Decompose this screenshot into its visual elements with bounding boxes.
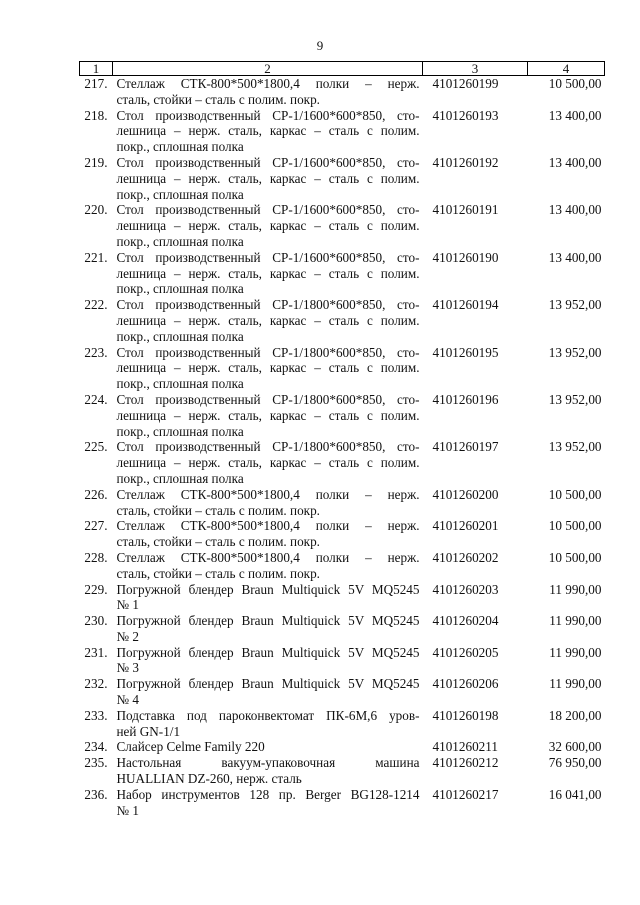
item-name-line: покр., сплошная полка xyxy=(116,470,244,486)
item-name-line: лешница – нерж. сталь, каркас – сталь с полим. xyxy=(116,360,420,376)
item-name-line: покр., сплошная полка xyxy=(116,328,244,344)
item-price: 10 500,00 xyxy=(548,76,602,91)
item-price: 10 500,00 xyxy=(548,549,602,565)
table-row xyxy=(80,250,605,297)
inventory-code: 4101260212 xyxy=(432,755,499,771)
table-row xyxy=(80,755,605,787)
inventory-code: 4101260202 xyxy=(432,549,499,565)
inventory-code: 4101260190 xyxy=(432,249,499,265)
inventory-code: 4101260194 xyxy=(432,297,499,313)
item-name-line: Слайсер Celme Family 220 xyxy=(116,739,265,755)
table-row xyxy=(80,76,605,108)
item-name xyxy=(113,439,423,486)
item-price: 10 500,00 xyxy=(548,518,602,534)
item-name-line: Стол производственный СР-1/1800*600*850, сто- xyxy=(116,344,420,360)
item-name xyxy=(113,108,423,155)
item-price: 76 950,00 xyxy=(548,755,602,771)
item-name-line: Погружной блендер Braun Multiquick 5V MQ5245 xyxy=(116,644,420,660)
row-number: 219. xyxy=(84,154,108,170)
row-number: 225. xyxy=(84,439,108,455)
item-name-line: лешница – нерж. сталь, каркас – сталь с полим. xyxy=(116,455,420,471)
header-col-1: 1 xyxy=(80,62,113,76)
inventory-code: 4101260192 xyxy=(432,154,499,170)
row-number: 218. xyxy=(84,107,108,123)
header-col-3: 3 xyxy=(423,62,528,76)
item-name xyxy=(113,518,423,550)
row-number: 217. xyxy=(84,76,108,91)
item-name-line: покр., сплошная полка xyxy=(116,423,244,439)
inventory-code: 4101260195 xyxy=(432,344,499,360)
item-name-line: Стол производственный СР-1/1800*600*850, сто- xyxy=(116,391,420,407)
item-price: 11 990,00 xyxy=(549,581,602,597)
row-number: 221. xyxy=(84,249,108,265)
item-name xyxy=(113,487,423,519)
item-name xyxy=(113,613,423,645)
item-price: 13 400,00 xyxy=(548,107,602,123)
item-name-line: Погружной блендер Braun Multiquick 5V MQ5245 xyxy=(116,613,420,629)
inventory-code: 4101260199 xyxy=(432,76,499,91)
item-name-line: Стол производственный СР-1/1600*600*850, сто- xyxy=(116,107,420,123)
item-price: 11 990,00 xyxy=(549,613,602,629)
row-number: 236. xyxy=(84,786,108,802)
item-name-line: покр., сплошная полка xyxy=(116,186,244,202)
item-name xyxy=(113,582,423,614)
item-name-line: покр., сплошная полка xyxy=(116,233,244,249)
item-name xyxy=(113,202,423,249)
inventory-code: 4101260196 xyxy=(432,391,499,407)
item-name-line: сталь, стойки – сталь с полим. покр. xyxy=(116,502,320,518)
item-price: 13 952,00 xyxy=(548,439,602,455)
item-name-line: лешница – нерж. сталь, каркас – сталь с полим. xyxy=(116,312,420,328)
table-row xyxy=(80,676,605,708)
item-name xyxy=(113,645,423,677)
item-name xyxy=(113,76,423,108)
item-price: 13 952,00 xyxy=(548,391,602,407)
item-name-line: покр., сплошная полка xyxy=(116,281,244,297)
item-name xyxy=(113,392,423,439)
item-name-line: № 4 xyxy=(116,692,139,708)
item-name-line: Стол производственный СР-1/1600*600*850, сто- xyxy=(116,249,420,265)
row-number: 223. xyxy=(84,344,108,360)
item-name xyxy=(113,250,423,297)
inventory-code: 4101260211 xyxy=(432,739,498,755)
inventory-code: 4101260205 xyxy=(432,644,499,660)
table-row xyxy=(80,739,605,755)
inventory-code: 4101260197 xyxy=(432,439,499,455)
table-row xyxy=(80,487,605,519)
row-number: 227. xyxy=(84,518,108,534)
row-number: 232. xyxy=(84,676,108,692)
item-price: 11 990,00 xyxy=(549,676,602,692)
item-name-line: Стол производственный СР-1/1800*600*850, сто- xyxy=(116,297,420,313)
inventory-code: 4101260200 xyxy=(432,486,499,502)
inventory-code: 4101260198 xyxy=(432,707,499,723)
item-name-line: Стеллаж СТК-800*500*1800,4 полки – нерж. xyxy=(116,486,420,502)
item-name-line: лешница – нерж. сталь, каркас – сталь с полим. xyxy=(116,407,420,423)
header-row xyxy=(80,62,605,76)
table-row xyxy=(80,345,605,392)
inventory-code: 4101260203 xyxy=(432,581,499,597)
item-name-line: покр., сплошная полка xyxy=(116,376,244,392)
inventory-code: 4101260191 xyxy=(432,202,499,218)
item-price: 11 990,00 xyxy=(549,644,602,660)
row-number: 235. xyxy=(84,755,108,771)
item-price: 13 952,00 xyxy=(548,297,602,313)
table-row xyxy=(80,613,605,645)
item-name-line: лешница – нерж. сталь, каркас – сталь с полим. xyxy=(116,123,420,139)
item-name xyxy=(113,297,423,344)
item-name-line: Погружной блендер Braun Multiquick 5V MQ5245 xyxy=(116,581,420,597)
item-name xyxy=(113,755,423,787)
item-name-line: Стол производственный СР-1/1600*600*850, сто- xyxy=(116,202,420,218)
row-number: 228. xyxy=(84,549,108,565)
page-number: 9 xyxy=(316,38,324,53)
item-price: 32 600,00 xyxy=(548,739,602,755)
row-number: 231. xyxy=(84,644,108,660)
table-row xyxy=(80,787,605,819)
item-price: 16 041,00 xyxy=(548,786,602,802)
item-name-line: лешница – нерж. сталь, каркас – сталь с полим. xyxy=(116,265,420,281)
item-name-line: Стеллаж СТК-800*500*1800,4 полки – нерж. xyxy=(116,76,420,91)
item-name-line: ней GN-1/1 xyxy=(116,723,181,739)
inventory-code: 4101260193 xyxy=(432,107,499,123)
inventory-code: 4101260201 xyxy=(432,518,499,534)
row-number: 226. xyxy=(84,486,108,502)
item-name-line: № 3 xyxy=(116,660,139,676)
header-col-4: 4 xyxy=(528,62,605,76)
table-row xyxy=(80,439,605,486)
row-number: 234. xyxy=(84,739,108,755)
item-price: 13 400,00 xyxy=(548,202,602,218)
item-price: 10 500,00 xyxy=(548,486,602,502)
items-table xyxy=(79,61,605,818)
inventory-code: 4101260217 xyxy=(432,786,499,802)
item-name xyxy=(113,676,423,708)
row-number: 233. xyxy=(84,707,108,723)
item-name-line: покр., сплошная полка xyxy=(116,139,244,155)
table-row xyxy=(80,108,605,155)
table-row xyxy=(80,645,605,677)
row-number: 222. xyxy=(84,297,108,313)
item-name-line: HUALLIAN DZ-260, нерж. сталь xyxy=(116,771,302,787)
row-number: 220. xyxy=(84,202,108,218)
item-name xyxy=(113,739,423,755)
table-row xyxy=(80,518,605,550)
item-name-line: сталь, стойки – сталь с полим. покр. xyxy=(116,534,320,550)
item-name-line: Настольная вакуум-упаковочная машина xyxy=(116,755,420,771)
header-col-2: 2 xyxy=(113,62,423,76)
row-number: 230. xyxy=(84,613,108,629)
item-name-line: Стол производственный СР-1/1800*600*850, сто- xyxy=(116,439,420,455)
table-row xyxy=(80,155,605,202)
item-price: 13 400,00 xyxy=(548,249,602,265)
item-price: 18 200,00 xyxy=(548,707,602,723)
item-name xyxy=(113,345,423,392)
item-name-line: лешница – нерж. сталь, каркас – сталь с полим. xyxy=(116,170,420,186)
row-number: 229. xyxy=(84,581,108,597)
table-row xyxy=(80,582,605,614)
item-name-line: № 2 xyxy=(116,628,139,644)
item-name-line: Погружной блендер Braun Multiquick 5V MQ5245 xyxy=(116,676,420,692)
item-name-line: лешница – нерж. сталь, каркас – сталь с полим. xyxy=(116,218,420,234)
table-row xyxy=(80,392,605,439)
item-name-line: Подставка под пароконвектомат ПК-6М,6 уров- xyxy=(116,707,420,723)
item-name-line: № 1 xyxy=(116,597,139,613)
item-name-line: Стол производственный СР-1/1600*600*850, сто- xyxy=(116,154,420,170)
row-number: 224. xyxy=(84,391,108,407)
item-name xyxy=(113,155,423,202)
inventory-code: 4101260206 xyxy=(432,676,499,692)
item-name xyxy=(113,787,423,819)
item-name-line: Стеллаж СТК-800*500*1800,4 полки – нерж. xyxy=(116,518,420,534)
item-price: 13 952,00 xyxy=(548,344,602,360)
table-row xyxy=(80,202,605,249)
item-name-line: Набор инструментов 128 пр. Berger BG128-1214 xyxy=(116,786,420,802)
item-name xyxy=(113,708,423,740)
item-name-line: № 1 xyxy=(116,802,139,818)
inventory-code: 4101260204 xyxy=(432,613,499,629)
table-row xyxy=(80,550,605,582)
item-price: 13 400,00 xyxy=(548,154,602,170)
item-name-line: Стеллаж СТК-800*500*1800,4 полки – нерж. xyxy=(116,549,420,565)
item-name-line: сталь, стойки – сталь с полим. покр. xyxy=(116,91,320,107)
item-name xyxy=(113,550,423,582)
table-row xyxy=(80,708,605,740)
table-row xyxy=(80,297,605,344)
item-name-line: сталь, стойки – сталь с полим. покр. xyxy=(116,565,320,581)
